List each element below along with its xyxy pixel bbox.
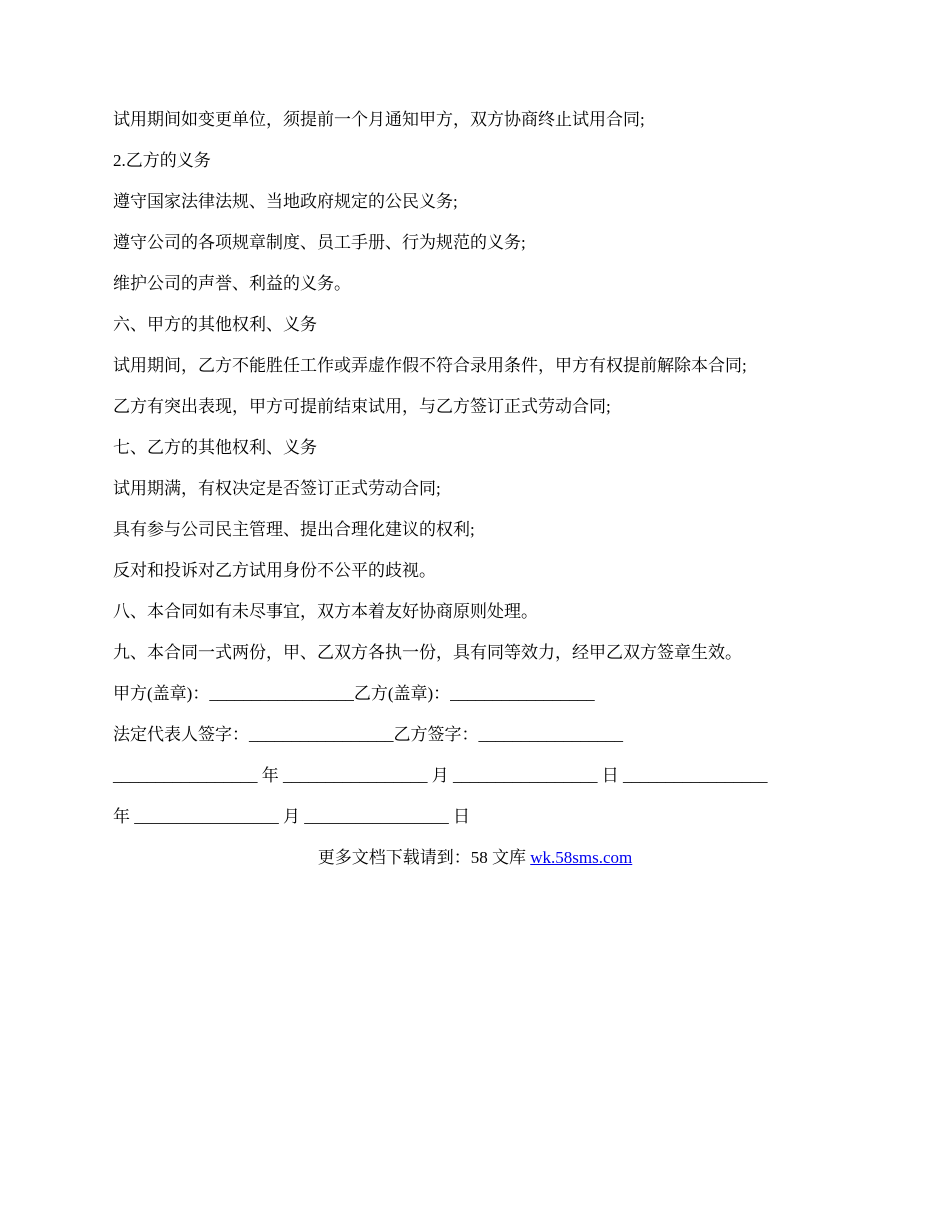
date-line: 年 _________________ 月 _________________ 日 — [113, 807, 470, 826]
paragraph: 遵守国家法律法规、当地政府规定的公民义务; — [113, 192, 458, 211]
section-heading: 八、本合同如有未尽事宜，双方本着友好协商原则处理。 — [113, 602, 538, 621]
footer-link[interactable]: wk.58sms.com — [530, 848, 633, 867]
paragraph: 维护公司的声誉、利益的义务。 — [113, 274, 351, 293]
date-line: _________________ 年 _________________ 月 _________________ 日 _________________ — [113, 766, 768, 785]
paragraph: 具有参与公司民主管理、提出合理化建议的权利; — [113, 520, 475, 539]
section-heading: 七、乙方的其他权利、义务 — [113, 438, 317, 457]
section-heading: 六、甲方的其他权利、义务 — [113, 315, 317, 334]
signature-line-party-seals: 甲方(盖章)：_________________乙方(盖章)：_________________ — [113, 684, 595, 703]
section-heading: 九、本合同一式两份，甲、乙双方各执一份，具有同等效力，经甲乙双方签章生效。 — [113, 643, 742, 662]
paragraph: 试用期间如变更单位，须提前一个月通知甲方，双方协商终止试用合同; — [113, 110, 645, 129]
paragraph: 反对和投诉对乙方试用身份不公平的歧视。 — [113, 561, 436, 580]
paragraph: 遵守公司的各项规章制度、员工手册、行为规范的义务; — [113, 233, 526, 252]
section-heading: 2.乙方的义务 — [113, 151, 211, 170]
paragraph: 试用期满，有权决定是否签订正式劳动合同; — [113, 479, 441, 498]
document-body — [113, 110, 843, 848]
paragraph: 乙方有突出表现，甲方可提前结束试用，与乙方签订正式劳动合同; — [113, 397, 611, 416]
footer-text: 更多文档下载请到：58 文库 — [317, 848, 531, 867]
signature-line-representatives: 法定代表人签字：_________________乙方签字：_________________ — [113, 725, 623, 744]
paragraph: 试用期间，乙方不能胜任工作或弄虚作假不符合录用条件，甲方有权提前解除本合同; — [113, 356, 747, 375]
footer — [0, 848, 950, 868]
